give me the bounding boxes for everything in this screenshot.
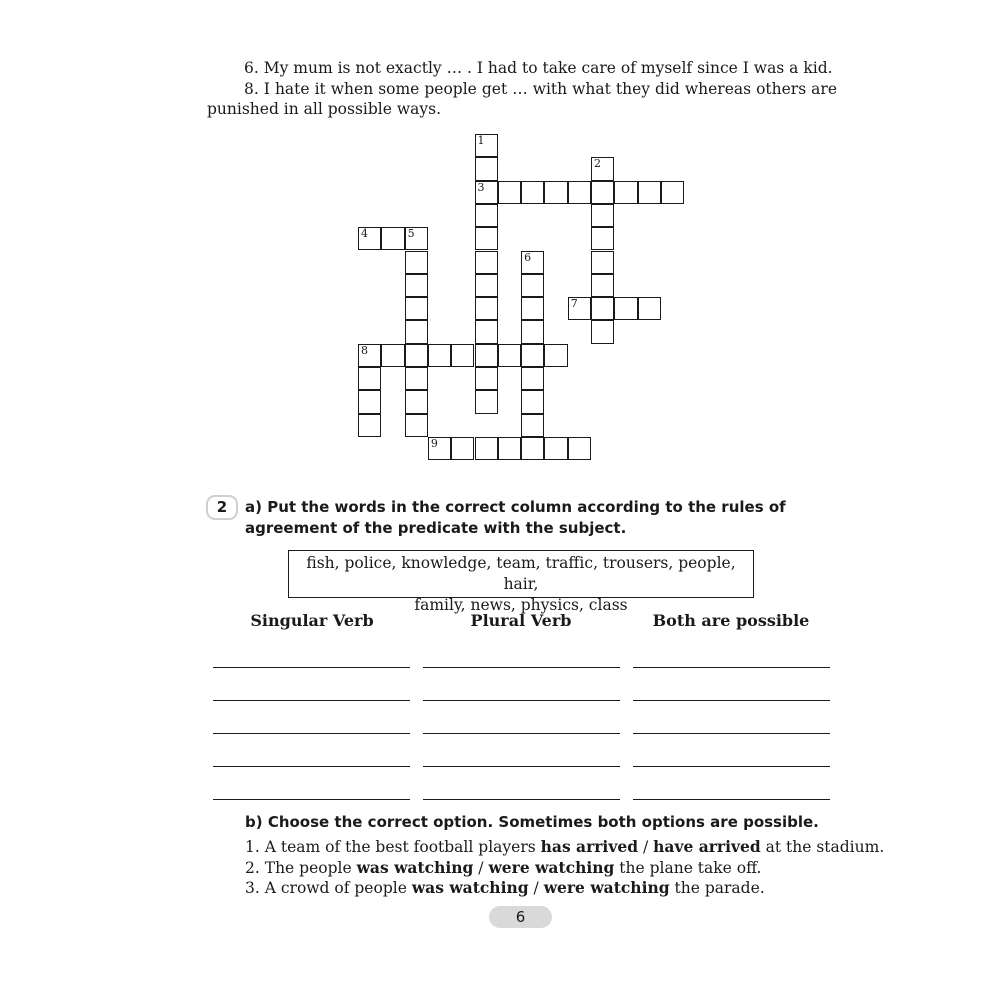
- answer-line[interactable]: [213, 667, 410, 668]
- crossword-cell[interactable]: [358, 390, 381, 413]
- crossword-cell[interactable]: [591, 320, 614, 343]
- crossword-clue-number: 8: [361, 343, 368, 357]
- crossword-cell[interactable]: [591, 297, 614, 320]
- crossword-cell[interactable]: [498, 437, 521, 460]
- crossword-cell[interactable]: [475, 134, 498, 157]
- crossword-cell[interactable]: [568, 297, 591, 320]
- crossword-cell[interactable]: [498, 344, 521, 367]
- word-box-line-1: fish, police, knowledge, team, traffic, trousers, people, hair,: [306, 554, 736, 593]
- crossword-cell[interactable]: [521, 320, 544, 343]
- crossword-cell[interactable]: [638, 297, 661, 320]
- crossword-cell[interactable]: [544, 181, 567, 204]
- crossword-cell[interactable]: [498, 181, 521, 204]
- crossword-cell[interactable]: [614, 297, 637, 320]
- sentence-1: 1. A team of the best football players has arrived / have arrived at the stadium.: [245, 837, 885, 856]
- crossword-cell[interactable]: [358, 367, 381, 390]
- crossword-cell[interactable]: [381, 344, 404, 367]
- answer-line[interactable]: [213, 766, 410, 767]
- crossword-clue-number: 3: [477, 180, 485, 194]
- crossword-cell[interactable]: [475, 390, 498, 413]
- crossword-cell[interactable]: [405, 344, 428, 367]
- sentence-2: 2. The people was watching / were watching the plane take off.: [245, 857, 762, 877]
- option-2b[interactable]: were watching: [488, 857, 615, 877]
- crossword-cell[interactable]: [405, 251, 428, 274]
- crossword-cell[interactable]: [358, 344, 381, 367]
- crossword-cell[interactable]: [358, 227, 381, 250]
- crossword-clue-number: 9: [430, 436, 438, 450]
- crossword-cell[interactable]: [475, 297, 498, 320]
- crossword-cell[interactable]: [591, 274, 614, 297]
- option-1b[interactable]: have arrived: [653, 837, 761, 856]
- crossword-cell[interactable]: [521, 367, 544, 390]
- crossword-cell[interactable]: [591, 227, 614, 250]
- crossword-clue-number: 1: [477, 134, 485, 147]
- crossword-cell[interactable]: [521, 414, 544, 437]
- answer-line[interactable]: [423, 799, 620, 800]
- column-header-singular: Singular Verb: [250, 611, 374, 630]
- word-box-line-2: family, news, physics, class: [414, 596, 628, 614]
- crossword-cell[interactable]: [405, 367, 428, 390]
- crossword-cell[interactable]: [405, 390, 428, 413]
- crossword-cell[interactable]: [544, 437, 567, 460]
- crossword-cell[interactable]: [591, 204, 614, 227]
- crossword-cell[interactable]: [405, 297, 428, 320]
- crossword-cell[interactable]: [405, 414, 428, 437]
- crossword-cell[interactable]: [521, 437, 544, 460]
- crossword-cell[interactable]: [451, 344, 474, 367]
- crossword-cell[interactable]: [381, 227, 404, 250]
- answer-line[interactable]: [633, 733, 830, 734]
- task-number-badge: 2: [206, 495, 238, 520]
- crossword-cell[interactable]: [475, 344, 498, 367]
- answer-line[interactable]: [423, 700, 620, 701]
- crossword-cell[interactable]: [405, 320, 428, 343]
- answer-line[interactable]: [633, 700, 830, 701]
- task-2a-instruction: a) Put the words in the correct column according to the rules of agreement of the predicate with the subject.: [245, 498, 786, 537]
- crossword-cell[interactable]: [568, 437, 591, 460]
- crossword-cell[interactable]: [428, 437, 451, 460]
- crossword-grid: [0, 0, 1000, 470]
- crossword-cell[interactable]: [521, 251, 544, 274]
- answer-line[interactable]: [423, 733, 620, 734]
- crossword-cell[interactable]: [358, 414, 381, 437]
- crossword-cell[interactable]: [521, 390, 544, 413]
- answer-line[interactable]: [633, 667, 830, 668]
- column-header-plural: Plural Verb: [470, 611, 572, 630]
- crossword-cell[interactable]: [661, 181, 684, 204]
- column-header-both: Both are possible: [652, 611, 810, 630]
- crossword-cell[interactable]: [475, 437, 498, 460]
- crossword-clue-number: 4: [361, 227, 368, 241]
- crossword-cell[interactable]: [475, 251, 498, 274]
- crossword-cell[interactable]: [475, 320, 498, 343]
- crossword-cell[interactable]: [405, 227, 428, 250]
- task-2b-instruction: b) Choose the correct option. Sometimes both options are possible.: [245, 813, 819, 831]
- sentence-3: 3. A crowd of people was watching / were watching the parade.: [245, 878, 765, 897]
- answer-line[interactable]: [213, 700, 410, 701]
- answer-line[interactable]: [423, 667, 620, 668]
- answer-line[interactable]: [213, 733, 410, 734]
- option-3a[interactable]: was watching: [411, 878, 529, 897]
- crossword-clue-number: 6: [524, 250, 532, 264]
- crossword-cell[interactable]: [475, 204, 498, 227]
- clue-8: 8. I hate it when some people get … with what they did whereas others are punished in all possible ways.: [207, 79, 837, 118]
- crossword-cell[interactable]: [475, 274, 498, 297]
- clue-6: 6. My mum is not exactly … . I had to take care of myself since I was a kid.: [244, 59, 833, 77]
- page-number: 6: [489, 906, 552, 928]
- crossword-cell[interactable]: [475, 157, 498, 180]
- option-1a[interactable]: has arrived: [540, 837, 639, 856]
- answer-line[interactable]: [213, 799, 410, 800]
- crossword-cell[interactable]: [405, 274, 428, 297]
- sentence-list: [245, 837, 884, 899]
- answer-line[interactable]: [423, 766, 620, 767]
- crossword-cell[interactable]: [521, 181, 544, 204]
- crossword-cell[interactable]: [591, 157, 614, 180]
- crossword-cell[interactable]: [544, 344, 567, 367]
- answer-line[interactable]: [633, 799, 830, 800]
- crossword-cell[interactable]: [614, 181, 637, 204]
- crossword-cell[interactable]: [638, 181, 661, 204]
- option-3b[interactable]: were watching: [543, 878, 670, 897]
- crossword-cell[interactable]: [475, 227, 498, 250]
- crossword-cell[interactable]: [568, 181, 591, 204]
- crossword-cell[interactable]: [521, 274, 544, 297]
- word-box: [288, 550, 754, 614]
- crossword-clue-number: 2: [594, 157, 601, 171]
- crossword-clue-number: 7: [570, 297, 578, 311]
- crossword-cell[interactable]: [475, 181, 498, 204]
- crossword-cell[interactable]: [428, 344, 451, 367]
- crossword-cell[interactable]: [475, 367, 498, 390]
- crossword-cell[interactable]: [521, 297, 544, 320]
- answer-line[interactable]: [633, 766, 830, 767]
- crossword-clue-number: 5: [407, 227, 415, 241]
- crossword-cell[interactable]: [521, 344, 544, 367]
- crossword-cell[interactable]: [451, 437, 474, 460]
- option-2a[interactable]: was watching: [356, 857, 474, 877]
- crossword-cell[interactable]: [591, 251, 614, 274]
- crossword-cell[interactable]: [591, 181, 614, 204]
